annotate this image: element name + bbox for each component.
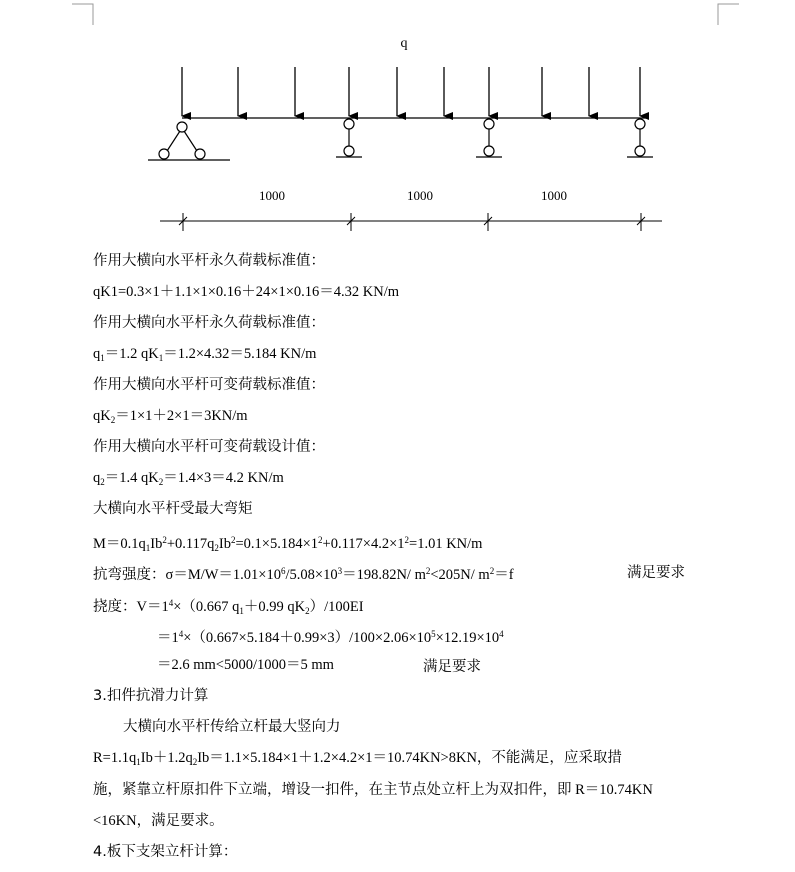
text-line: 作用大横向水平杆可变荷载设计值： xyxy=(93,439,325,455)
formula-line: $M=0.1q_1Ib^2+0.117q_2Ib^2=0.1\times 5.184\times 1^2+0.117\times 4.2\times 1^2=1.01$ KN/m xyxy=(93,535,483,553)
formula-line: 挠度：$V=1^4\times(0.667$ $q_1+0.99$ $qK_2)/100EI$ xyxy=(93,598,364,616)
text-line: <16KN，满足要求。 xyxy=(93,813,224,829)
formula-line: 抗弯强度：$\sigma=M/W=1.01\times 10^6/5.08\times 10^3=198.82N/$ $m^2<205N/$ $m^2=f$ xyxy=(93,566,514,583)
span-label: 1000 xyxy=(407,188,433,203)
formula-line: $R=1.1q_1Ib+1.2q_2Ib=1.1\times 5.184\times 1+1.2\times 4.2\times 1=10.74KN>8KN$，不能满足，应采取措 xyxy=(93,750,622,767)
section-heading: 4.板下支架立杆计算： xyxy=(93,844,238,860)
text-line: 施，紧靠立杆原扣件下立端，增设一扣件，在主节点处立杆上为双扣件，即 R＝10.74KN xyxy=(93,782,653,798)
formula-line: ＝2.6 mm<5000/1000＝5 mm xyxy=(157,657,334,673)
formula-line: $q_1=1.2$ $qK_1=1.2\times 4.32=5.184$ KN/m xyxy=(93,346,317,363)
formula-line: qK1=0.3×1＋1.1×1×0.16＋24×1×0.16＝4.32 KN/m xyxy=(93,284,400,300)
roller-support xyxy=(336,119,362,157)
pin-support xyxy=(148,122,230,160)
section-heading: 3.扣件抗滑力计算 xyxy=(93,688,209,704)
beam-load-diagram xyxy=(0,0,795,240)
roller-support xyxy=(627,119,653,157)
text-line: 大横向水平杆受最大弯矩 xyxy=(93,501,253,517)
text-line: 作用大横向水平杆永久荷载标准值： xyxy=(93,315,325,331)
dimension-line xyxy=(160,213,662,231)
load-label-q: q xyxy=(400,36,408,51)
formula-line: $qK_2=1\times 1+2\times 1=3KN/m$ xyxy=(93,408,248,425)
text-line: 大横向水平杆传给立杆最大竖向力 xyxy=(123,719,341,735)
formula-line: $=1^4\times(0.667\times 5.184+0.99\times 3)/100\times 2.06\times 10^5\times 12.19\times 10^4$ xyxy=(157,629,504,646)
roller-support xyxy=(476,119,502,157)
text-line: 作用大横向水平杆永久荷载标准值： xyxy=(93,253,325,269)
span-label: 1000 xyxy=(541,188,567,203)
span-label: 1000 xyxy=(259,188,285,203)
load-arrows xyxy=(182,67,640,116)
status-satisfied: 满足要求 xyxy=(423,659,481,675)
formula-line: $q_2=1.4$ $qK_2=1.4\times 3=4.2$ KN/m xyxy=(93,470,284,487)
status-satisfied: 满足要求 xyxy=(627,565,685,581)
text-line: 作用大横向水平杆可变荷载标准值： xyxy=(93,377,325,393)
